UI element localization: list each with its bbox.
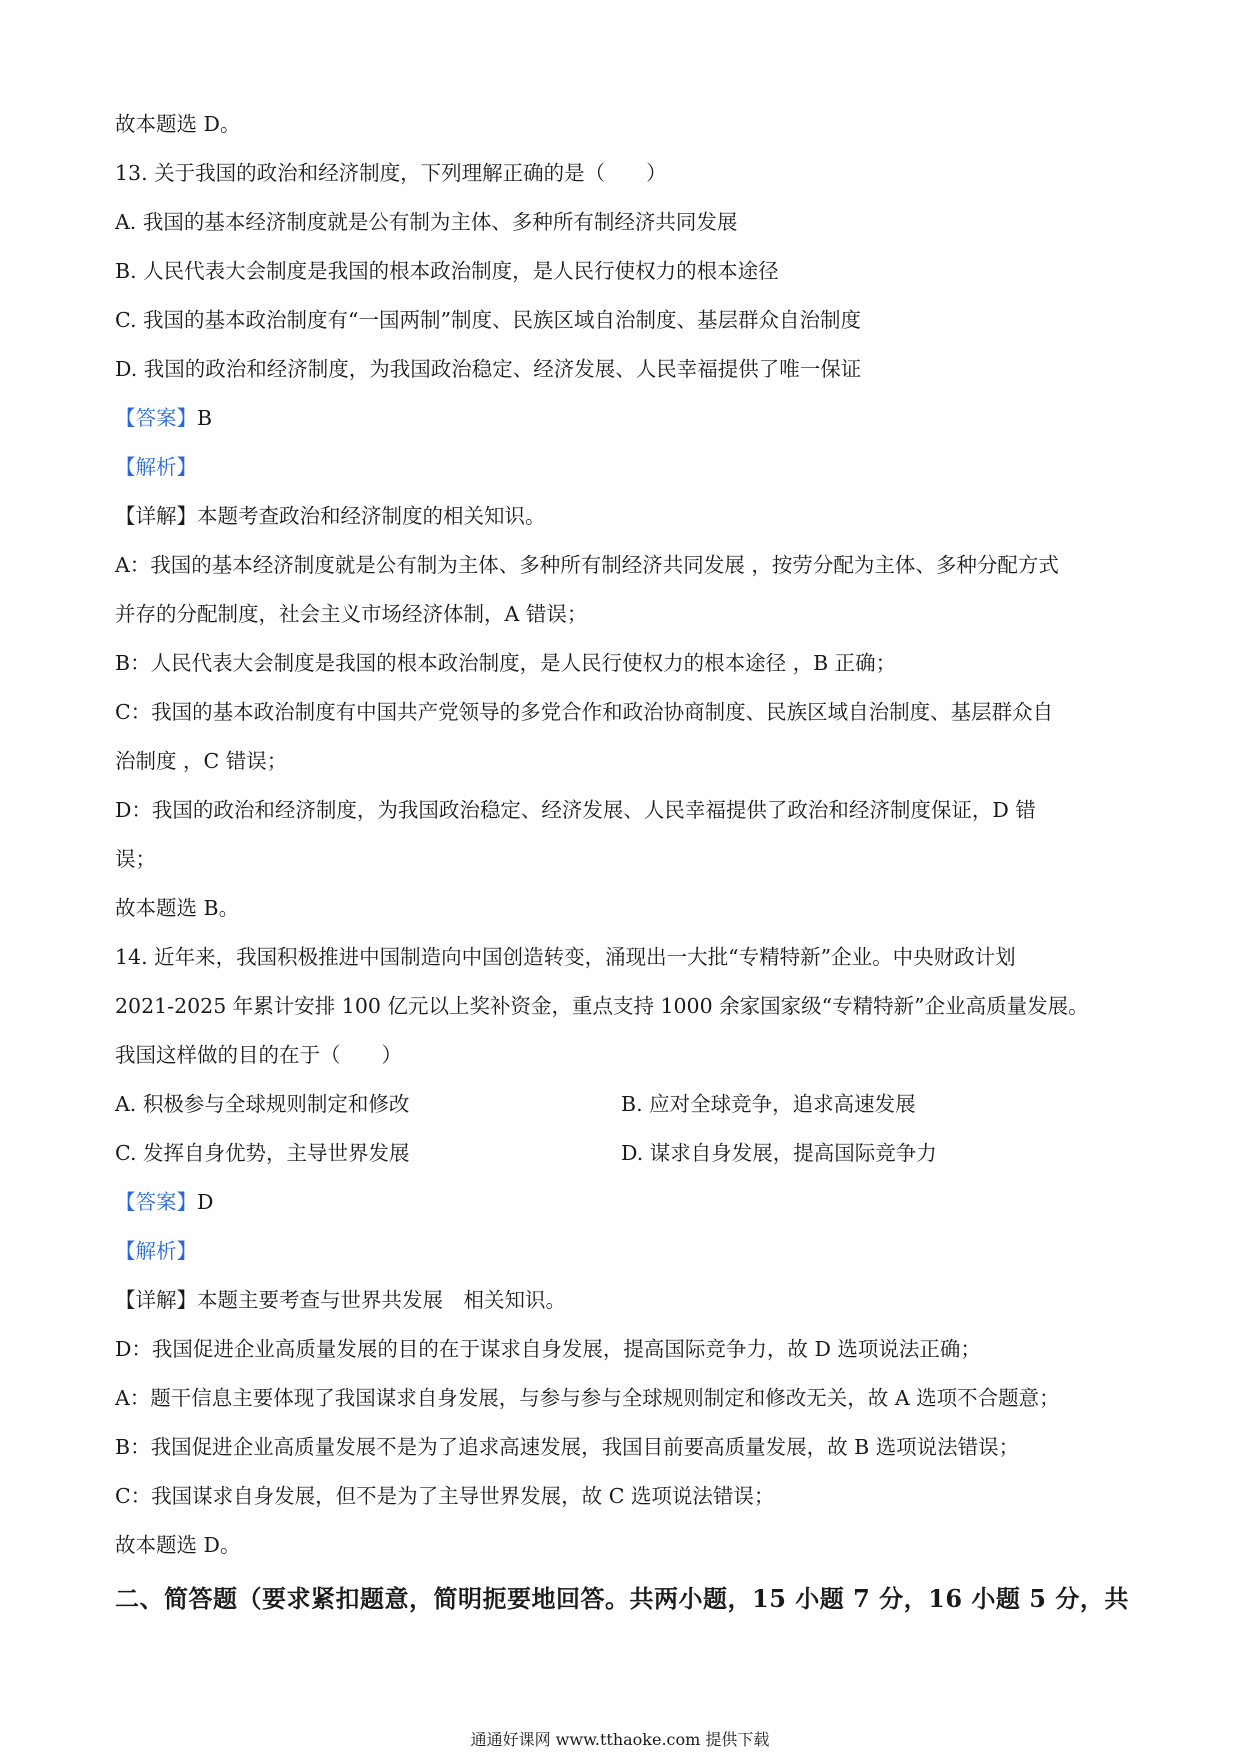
q14-stem-3: 我国这样做的目的在于（ ） <box>115 1043 402 1067</box>
q13-explain-a-1: A：我国的基本经济制度就是公有制为主体、多种所有制经济共同发展 ，按劳分配为主体、多种分配方式 <box>115 553 1059 577</box>
prev-question-conclusion: 故本题选 D。 <box>115 112 241 136</box>
q13-option-b: B. 人民代表大会制度是我国的根本政治制度，是人民行使权力的根本途径 <box>115 259 779 283</box>
q14-explain-d: D：我国促进企业高质量发展的目的在于谋求自身发展，提高国际竞争力，故 D 选项说法正确； <box>115 1337 981 1361</box>
q14-options-row-1 <box>115 1080 1135 1129</box>
q13-explain-a-2: 并存的分配制度，社会主义市场经济体制，A 错误； <box>115 602 588 626</box>
q13-option-d: D. 我国的政治和经济制度，为我国政治稳定、经济发展、人民幸福提供了唯一保证 <box>115 357 862 381</box>
q14-option-b: B. 应对全球竞争，追求高速发展 <box>621 1092 916 1116</box>
q13-explain-d-1: D：我国的政治和经济制度，为我国政治稳定、经济发展、人民幸福提供了政治和经济制度保证，D 错 <box>115 798 1036 822</box>
q13-explain-b: B：人民代表大会制度是我国的根本政治制度，是人民行使权力的根本途径 ，B 正确； <box>115 651 897 675</box>
q14-conclusion: 故本题选 D。 <box>115 1533 241 1557</box>
q14-answer-label: 【答案】 <box>115 1190 197 1214</box>
q13-analysis-label: 【解析】 <box>115 455 197 479</box>
q14-analysis-label: 【解析】 <box>115 1239 197 1263</box>
q13-stem: 13. 关于我国的政治和经济制度，下列理解正确的是（ ） <box>115 161 667 185</box>
q14-detail: 【详解】本题主要考查与世界共发展 相关知识。 <box>115 1288 566 1312</box>
page-footer: 通通好课网 www.tthaoke.com 提供下载 <box>470 1730 770 1749</box>
q13-answer <box>115 394 1135 443</box>
q14-stem-2: 2021-2025 年累计安排 100 亿元以上奖补资金，重点支持 1000 余家国家级“专精特新”企业高质量发展。 <box>115 994 1089 1018</box>
q13-explain-d-2: 误； <box>115 847 156 871</box>
q13-detail: 【详解】本题考查政治和经济制度的相关知识。 <box>115 504 546 528</box>
section-2-heading: 二、简答题（要求紧扣题意，简明扼要地回答。共两小题，15 小题 7 分，16 小题 5 分，共 <box>115 1584 1129 1613</box>
q14-options-row-2 <box>115 1129 1135 1178</box>
q13-explain-c-2: 治制度 ，C 错误； <box>115 749 288 773</box>
q13-conclusion: 故本题选 B。 <box>115 896 240 920</box>
q14-answer <box>115 1178 1135 1227</box>
q14-explain-c: C：我国谋求自身发展，但不是为了主导世界发展，故 C 选项说法错误； <box>115 1484 775 1508</box>
q14-option-a: A. 积极参与全球规则制定和修改 <box>115 1092 410 1116</box>
q14-explain-b: B：我国促进企业高质量发展不是为了追求高速发展，我国目前要高质量发展，故 B 选项说法错误； <box>115 1435 1020 1459</box>
q13-explain-c-1: C：我国的基本政治制度有中国共产党领导的多党合作和政治协商制度、民族区域自治制度、基层群众自 <box>115 700 1054 724</box>
q14-stem-1: 14. 近年来，我国积极推进中国制造向中国创造转变，涌现出一大批“专精特新”企业。中央财政计划 <box>115 945 1016 969</box>
q13-answer-value: B <box>197 406 213 430</box>
q13-option-a: A. 我国的基本经济制度就是公有制为主体、多种所有制经济共同发展 <box>115 210 738 234</box>
q14-option-d: D. 谋求自身发展，提高国际竞争力 <box>621 1141 937 1165</box>
page-content <box>115 100 1135 1623</box>
q14-option-c: C. 发挥自身优势，主导世界发展 <box>115 1141 410 1165</box>
q14-answer-value: D <box>197 1190 214 1214</box>
q13-option-c: C. 我国的基本政治制度有“一国两制”制度、民族区域自治制度、基层群众自治制度 <box>115 308 861 332</box>
q13-answer-label: 【答案】 <box>115 406 197 430</box>
q14-explain-a: A：题干信息主要体现了我国谋求自身发展，与参与参与全球规则制定和修改无关，故 A 选项不合题意； <box>115 1386 1060 1410</box>
